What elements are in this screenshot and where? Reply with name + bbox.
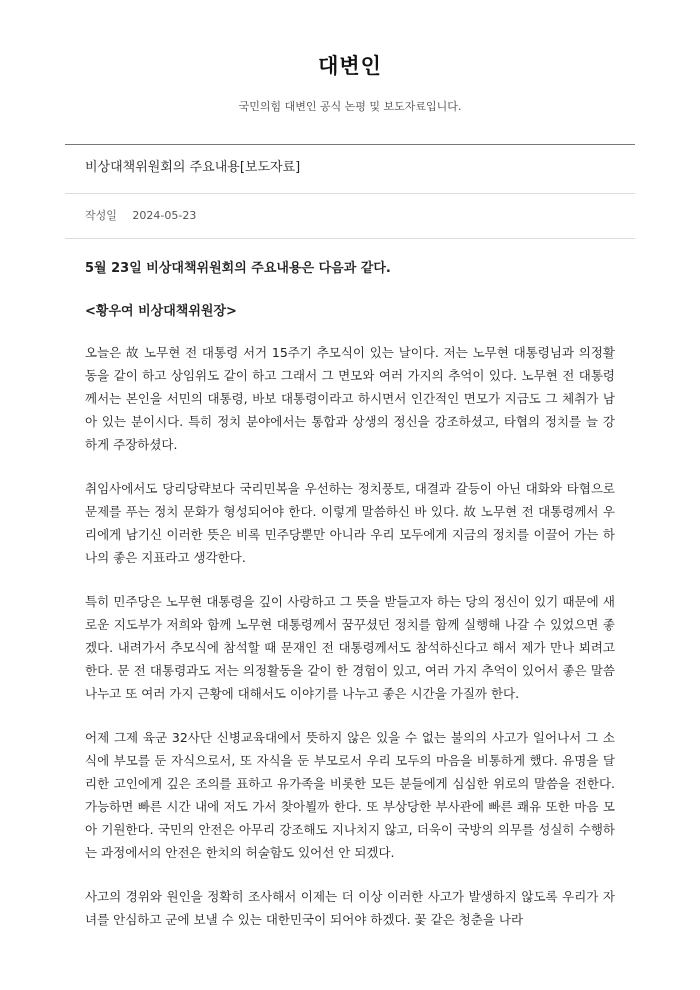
- site-header: [0, 0, 700, 114]
- paragraph: 특히 민주당은 노무현 대통령을 깊이 사랑하고 그 뜻을 받들고자 하는 당의 정신이 있기 때문에 새로운 지도부가 저희와 함께 노무현 대통령께서 꿈꾸셨던 정치를 함께 실행해 나갈 수 있었으면 좋겠다. 내려가서 추모식에 참석할 때 문재인 전 대통령께서도 참석하신다고 해서 제가 만나 뵈려고 한다. 문 전 대통령과도 저는 의정활동을 같이 한 경험이 있고, 여러 가지 추억이 있어서 좋은 말씀 나누고 또 여러 가지 근황에 대해서도 이야기를 나누고 좋은 시간을 가질까 한다.: [85, 594, 615, 701]
- paragraph: 사고의 경위와 원인을 정확히 조사해서 이제는 더 이상 이러한 사고가 발생하지 않도록 우리가 자녀를 안심하고 군에 보낼 수 있는 대한민국이 되어야 하겠다. 꽃 같은 청춘을 나라: [85, 889, 615, 927]
- paragraph: 오늘은 故 노무현 전 대통령 서거 15주기 추모식이 있는 날이다. 저는 노무현 대통령님과 의정활동을 같이 하고 상임위도 같이 하고 그래서 그 면모와 여러 가지의 추억이 있다. 노무현 전 대통령께서는 본인을 서민의 대통령, 바보 대통령이라고 하시면서 인간적인 면모가 지금도 그 체취가 남아 있는 분이시다. 특히 정치 분야에서는 통합과 상생의 정신을 강조하셨고, 타협의 정치를 늘 강하게 주장하셨다.: [85, 345, 615, 452]
- post-meta: [65, 194, 635, 239]
- post-content: [65, 257, 635, 931]
- site-description: 국민의힘 대변인 공식 논평 및 보도자료입니다.: [238, 100, 462, 113]
- post-date: 2024-05-23: [132, 209, 197, 222]
- site-title[interactable]: 대변인: [318, 54, 382, 78]
- post-subhead: <황우여 비상대책위원장>: [85, 304, 237, 319]
- post-lead: 5월 23일 비상대책위원회의 주요내용은 다음과 같다.: [85, 261, 391, 276]
- paragraph: 어제 그제 육군 32사단 신병교육대에서 뜻하지 않은 있을 수 없는 불의의 사고가 일어나서 그 소식에 부모를 둔 자식으로서, 또 자식을 둔 부모로서 우리 모두의 마음을 비통하게 했다. 유명을 달리한 고인에게 깊은 조의를 표하고 유가족을 비롯한 모든 분들에게 심심한 위로의 말씀을 전한다. 가능하면 빠른 시간 내에 저도 가서 찾아뵐까 한다. 또 부상당한 부사관에 빠른 쾌유 또한 마음 모아 기원한다. 국민의 안전은 아무리 강조해도 지나치지 않고, 더욱이 국방의 의무를 성실히 수행하는 과정에서의 안전은 한치의 허술함도 있어선 안 되겠다.: [85, 730, 615, 860]
- post-article: [65, 144, 635, 952]
- paragraph: 취임사에서도 당리당략보다 국리민복을 우선하는 정치풍토, 대결과 갈등이 아닌 대화와 타협으로 문제를 푸는 정치 문화가 형성되어야 한다. 이렇게 말씀하신 바 있다. 故 노무현 전 대통령께서 우리에게 남기신 이러한 뜻은 비록 민주당뿐만 아니라 우리 모두에게 지금의 정치를 이끌어 가는 하나의 좋은 지표라고 생각한다.: [85, 481, 615, 565]
- post-title: 비상대책위원회의 주요내용[보도자료]: [65, 145, 635, 194]
- meta-label: 작성일: [85, 209, 117, 222]
